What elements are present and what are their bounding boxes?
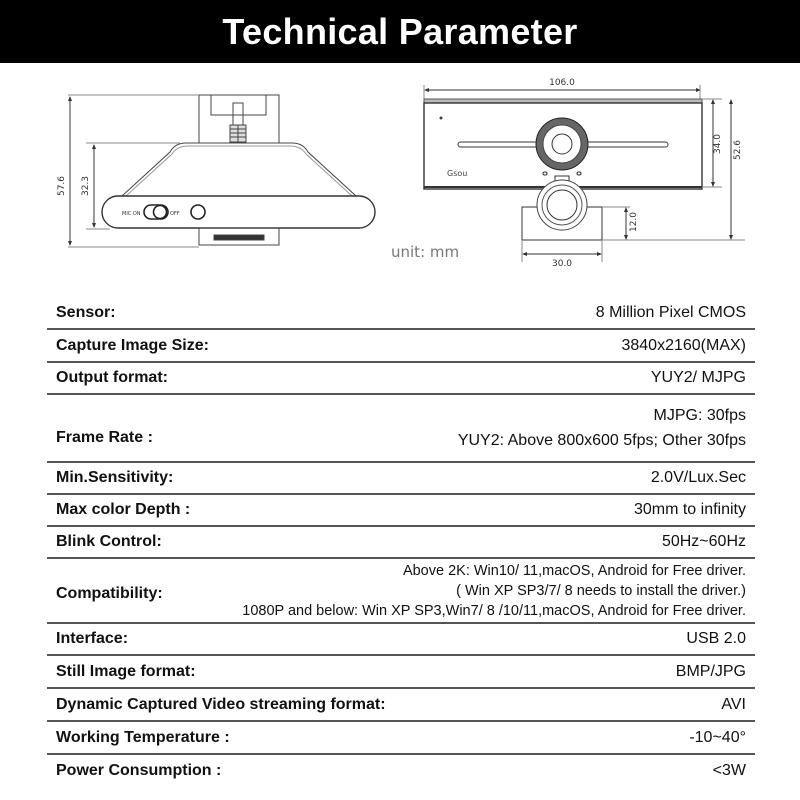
spec-value: YUY2: Above 800x600 5fps; Other 30fps [457, 432, 746, 449]
spec-value: 1080P and below: Win XP SP3,Win7/ 8 /10/11,macOS, Android for Free driver. [242, 602, 746, 619]
mount-hinge [233, 103, 243, 125]
spec-value: 2.0V/Lux.Sec [650, 469, 746, 486]
spec-label: Sensor: [56, 304, 116, 321]
spec-row-working-temperature [47, 722, 755, 755]
spec-table [47, 298, 755, 787]
spec-label: Power Consumption : [56, 762, 222, 779]
mic-on-label: MIC ON [122, 211, 141, 217]
spec-row-still-image-format [47, 656, 755, 689]
dim-clip-height: 12.0 [629, 211, 639, 233]
webcam-technical-drawing [0, 63, 800, 298]
page-header [0, 0, 800, 63]
spec-label: Capture Image Size: [56, 336, 209, 354]
spec-value: <3W [712, 762, 746, 779]
dim-front-body-height: 34.0 [713, 133, 723, 155]
spec-row-video-format [47, 689, 755, 722]
spec-value: -10~40° [689, 728, 746, 746]
dim-side-body-height: 32.3 [81, 175, 91, 197]
camera-front-bar [102, 196, 375, 228]
spec-value: Above 2K: Win10/ 11,macOS, Android for Free driver. [402, 562, 746, 579]
spec-label: Compatibility: [56, 584, 163, 602]
spec-value: BMP/JPG [675, 662, 746, 680]
spec-value-group [458, 403, 746, 453]
spec-value: MJPG: 30fps [653, 407, 746, 424]
mount-clip-inner [211, 95, 266, 115]
spec-row-power-consumption [47, 755, 755, 787]
dim-front-width: 106.0 [549, 78, 575, 88]
dim-side-total-height: 57.6 [57, 175, 67, 197]
spec-label: Interface: [56, 630, 129, 647]
spec-label: Max color Depth : [56, 501, 191, 518]
dimension-drawing [0, 63, 800, 298]
spec-value: 8 Million Pixel CMOS [595, 304, 746, 321]
spec-row-capture-size [47, 330, 755, 363]
hinge-teeth [230, 125, 246, 142]
spec-label: Still Image format: [56, 662, 196, 680]
spec-row-sensor [47, 298, 755, 330]
unit-label: unit: mm [391, 243, 460, 261]
spec-value: YUY2/ MJPG [650, 369, 746, 386]
spec-value-group [242, 561, 746, 621]
spec-label: Min.Sensitivity: [56, 469, 174, 486]
dim-front-total-height: 52.6 [733, 139, 743, 161]
spec-value: 50Hz~60Hz [661, 533, 746, 550]
camera-body-top [122, 143, 356, 196]
spec-value: ( Win XP SP3/7/ 8 needs to install the driver.) [456, 582, 746, 599]
spec-label: Frame Rate : [56, 429, 153, 446]
camera-body-edge [126, 146, 352, 196]
spec-value: 30mm to infinity [633, 501, 746, 518]
spec-row-compatibility [47, 559, 755, 624]
mic-off-label: OFF [170, 211, 180, 217]
spec-row-frame-rate [47, 395, 755, 463]
spec-value: AVI [721, 695, 746, 713]
spec-row-blink-control [47, 527, 755, 559]
spec-value: 3840x2160(MAX) [621, 336, 746, 354]
spec-row-min-sensitivity [47, 463, 755, 495]
spec-row-max-color-depth [47, 495, 755, 527]
side-view-drawing [68, 95, 375, 247]
spec-row-output-format [47, 363, 755, 395]
front-view-drawing [424, 85, 745, 262]
spec-label: Working Temperature : [56, 728, 230, 746]
mount-grip [214, 235, 264, 240]
brand-logo: Gsou [447, 169, 468, 178]
spec-label: Output format: [56, 369, 168, 386]
dim-clip-width: 30.0 [551, 259, 573, 269]
spec-label: Dynamic Captured Video streaming format: [56, 695, 386, 713]
camera-lens [552, 134, 572, 154]
mic-switch-knob [154, 206, 167, 219]
spec-value: USB 2.0 [686, 630, 746, 647]
spec-label: Blink Control: [56, 533, 162, 550]
page-title: Technical Parameter [222, 10, 578, 52]
spec-row-interface [47, 624, 755, 656]
